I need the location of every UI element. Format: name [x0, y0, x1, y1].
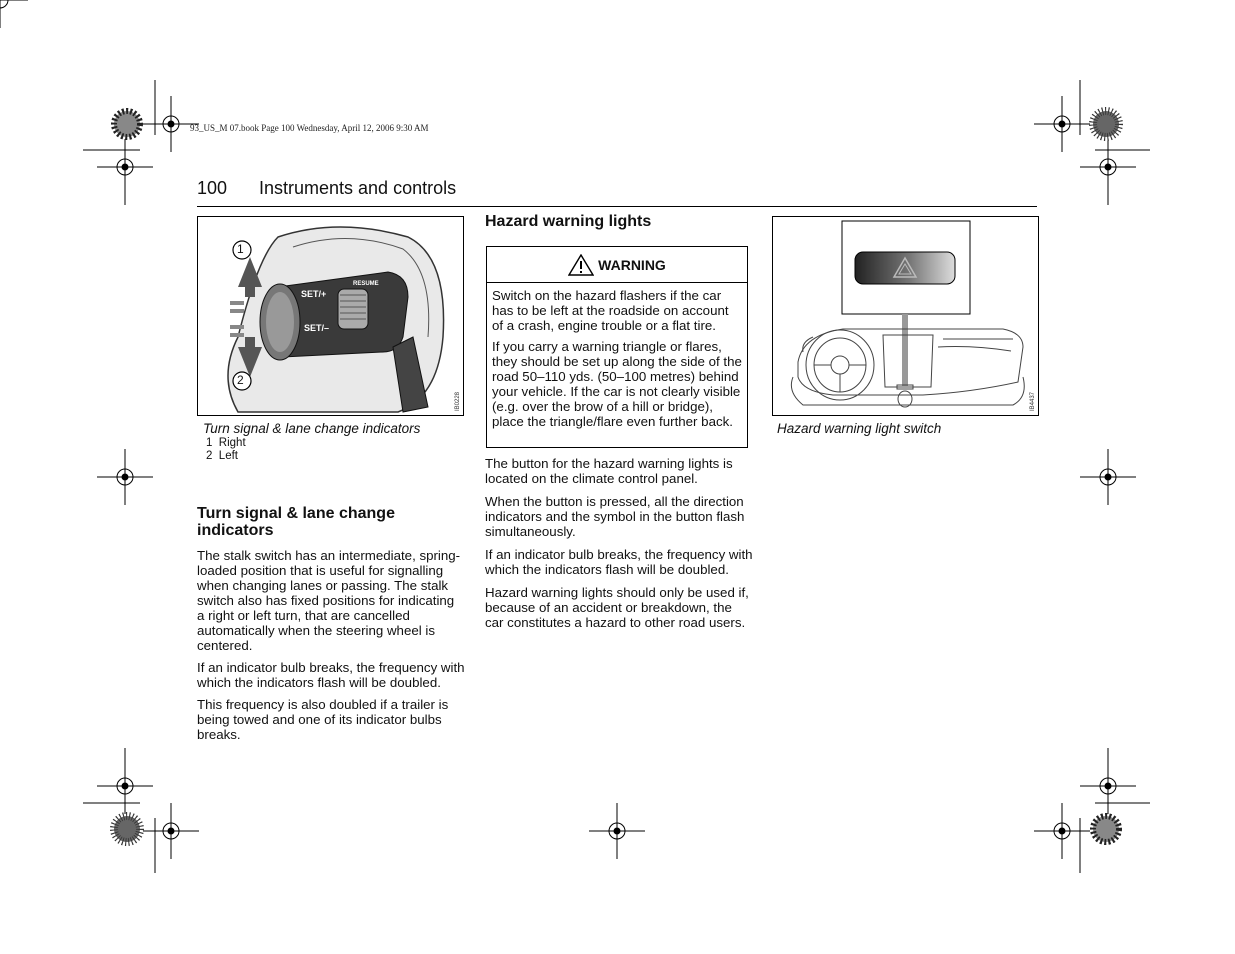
legend-number: 2: [206, 450, 213, 462]
warning-box: [486, 246, 748, 448]
legend-item: [206, 437, 246, 449]
turn-signal-paragraph: This frequency is also doubled if a trailer is being towed and one of its indicator bulbs breaks.: [197, 697, 449, 742]
callout-2: 2: [237, 373, 244, 387]
figure-id: IB0228: [455, 391, 461, 411]
legend-text: Right: [218, 437, 246, 449]
turn-signal-paragraph: If an indicator bulb breaks, the frequency with which the indicators flash will be doubled.: [197, 660, 465, 690]
legend-number: 1: [206, 437, 213, 449]
turn-signal-section: [197, 505, 465, 742]
warning-triangle-icon: [568, 254, 594, 276]
turn-signal-paragraph: The stalk switch has an intermediate, spring-loaded position that is useful for signalling when changing lanes or passing. The stalk switch also has fixed positions for indicating a right or left turn, that are cancelled automatically when the steering wheel is centered.: [197, 548, 461, 653]
warning-header: [487, 247, 747, 283]
hazard-paragraph: If an indicator bulb breaks, the frequency with which the indicators flash will be doubled.: [485, 547, 753, 577]
legend-item: [206, 450, 238, 462]
warning-label: WARNING: [598, 256, 666, 273]
hazard-paragraph: The button for the hazard warning lights is located on the climate control panel.: [485, 456, 733, 486]
hazard-figure-caption: Hazard warning light switch: [777, 421, 942, 436]
stalk-label-resume: RESUME: [353, 281, 379, 287]
turn-signal-heading: Turn signal & lane change indicators: [197, 505, 395, 539]
page-number: 100: [197, 178, 228, 198]
hazard-paragraph: Hazard warning lights should only be used if, because of an accident or breakdown, the car constitutes a hazard to other road users.: [485, 585, 749, 630]
hazard-paragraph: When the button is pressed, all the direction indicators and the symbol in the button flash simultaneously.: [485, 494, 745, 539]
figure-id: IB4437: [1030, 391, 1036, 411]
section-title: Instruments and controls: [259, 178, 457, 198]
hazard-text: [485, 456, 753, 630]
hazard-heading: Hazard warning lights: [485, 213, 652, 230]
warning-paragraph: If you carry a warning triangle or flares, they should be set up along the side of the road 50–110 yds. (50–100 metres) behind your vehicle. If the car is not clearly visible (e.g. over the brow of a hill or bridge), place the triangle/flare even further back.: [492, 339, 742, 429]
callout-1: 1: [237, 242, 244, 256]
dashboard-illustration: [773, 217, 1038, 415]
header-rule: [197, 206, 1037, 207]
print-slug: 93_US_M 07.book Page 100 Wednesday, April 12, 2006 9:30 AM: [190, 123, 429, 133]
legend-text: Left: [218, 450, 238, 462]
turn-signal-figure-caption: Turn signal & lane change indicators: [203, 421, 421, 436]
stalk-label-set-plus: SET/+: [301, 289, 327, 299]
hazard-switch-figure: [772, 216, 1039, 416]
warning-body: [487, 283, 747, 429]
turn-signal-figure: [197, 216, 464, 416]
stalk-label-set-minus: SET/–: [304, 323, 330, 333]
warning-paragraph: Switch on the hazard flashers if the car has to be left at the roadside on account of a crash, engine trouble or a flat tire.: [492, 288, 729, 333]
